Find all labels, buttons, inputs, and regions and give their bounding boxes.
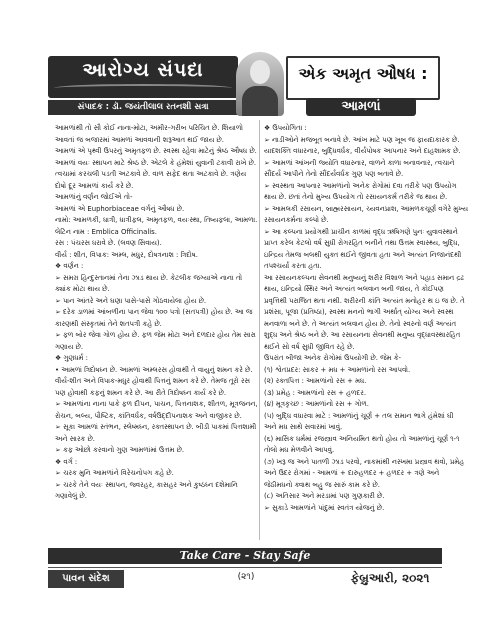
author-photo-body	[242, 86, 278, 116]
paragraph: ❖ વર્ણન :	[55, 262, 84, 270]
section-banner	[48, 56, 238, 98]
column-divider	[259, 120, 260, 540]
paragraph: ➢ સમગ્ર હિન્દુસ્તાનમાં તેના ઝાડ થાય છે. કેટલીક જગ્યાએ નાના તો ક્યાંક મોટા થાય છે.	[55, 273, 243, 293]
paragraph: આમળાં એ પૃથ્વી ઉપરનું અમૃતફળ છે. સ્વસ્થ રહેવા માટેનું શ્રેષ્ઠ ઔષધ છે. આમળાં વયઃ સ્થાપન માટે શ્રેષ્ઠ છે. એટલે કે હંમેશાં યુવાની ટકાવી રાખે છે. ત્વચામાં કરચલી પડતી અટકાવે છે. વાળ સફેદ થતા અટકાવે છે. ત્રણેય દોષો દૂર આમળાં કાર્ય કરે છે.	[55, 147, 257, 190]
paragraph: નામો: આમળકી, ધાત્રી, ધાત્રીફલ, અમૃતફળ, વયઃસ્થા, તિષ્યફલા, આમળા.	[55, 216, 258, 224]
paragraph: (૧) શ્વેતપ્રદર: સાકર + મધ + આમળાંનો રસ આપવો.	[264, 365, 411, 374]
left-column	[55, 123, 259, 503]
paragraph: ➢ ચરક મુનિ આમળાંને વિરેચનોપગ કહે છે.	[55, 469, 174, 477]
paragraph: રસ : પંચરસ ધરાવે છે. (લવણ સિવાય).	[55, 239, 162, 247]
article-title-box	[286, 56, 440, 100]
paragraph: ➢ નાડીઓને મજબૂત બનાવે છે. આંખ માટે પણ ખૂબ જ ફાયદાકારક છે. યાદશક્તિ વધારનાર, બુદ્ધિવર્ધક, વીર્યપોષક આપનાર અને દાહશામક છે.	[264, 135, 461, 155]
right-column	[264, 123, 468, 514]
paragraph: ❖ ગુણધર્મ :	[55, 354, 88, 362]
author-photo	[236, 52, 284, 116]
tagline-bar: Take Care - Stay Safe	[48, 548, 442, 564]
paragraph: ❖ વર્ગ :	[55, 457, 78, 466]
author-photo-head	[250, 60, 270, 84]
paragraph: ➢ આમળાંના નાના પાકે ફળ દીપન, પાચન, પિત્તનાશક, શીતળ, મૂત્રજનન, રોચન, બલ્ય, પૌષ્ટિક, કાંતિવર્ધક, વર્ષઉદ્દીપનાશક અને વાજીકર છે.	[55, 400, 258, 420]
paragraph: (૨) રક્તપિત્ત : આમળાંનો રસ + મધ.	[264, 377, 367, 385]
page-number: (૨૧)	[237, 572, 255, 582]
paragraph: આમળાં એ Euphorbiaceae વર્ગનું ઔષધ છે.	[55, 204, 185, 213]
paragraph: ➢ આમળાં આંખની જ્યોતિ વધારનાર, વાળને કાળા બનાવનાર, ત્વચાને સૌંદર્ય આપીને તેનો સૌંદર્યવર્ધક ગુણ પણ બતાવે છે.	[264, 158, 455, 178]
section-title: આરોગ્ય સંપદા	[82, 59, 204, 81]
paragraph: (૭) ખરૂ જ અને પાતળી ઝાડ પરવો, નાકમાંથી નસ્ખમા પ્રસ્ત્રાવ થવો, પ્રમેહ અને ઉદર રોગમાં - આમળાં + દારુહળદર + હળદર + ત્રણે અને જેઠીમધનો ક્વાથ બહુ જ સારું કામ કરે છે.	[264, 457, 465, 489]
paragraph: ➢ સ્વસ્થતા આપનાર આમળાંનો અનેક રોગોમાં દવા તરીકે પણ ઉપયોગ થાય છે. છતાં તેનો મુખ્ય ઉપયોગ તો રસાયનકર્મ તરીકે જ થાય છે.	[264, 181, 457, 201]
paragraph: વીર્ય : શીત, વિપાક: અમ્લ, મધુર, દોષત્રનાશ : ત્રિદોષ.	[55, 250, 198, 259]
paragraph: ❖ ઉપયોગિતા :	[264, 124, 307, 132]
paragraph: (૪) મૂત્રકૃચ્છ : આમળાંનો રસ + ગોળ.	[264, 400, 369, 408]
paragraph: (૩) પ્રમેહ : આમળાંનો રસ + હળદર.	[264, 388, 367, 397]
paragraph: ઉપરાંત બીજા અનેક રોગોમાં ઉપયોગી છે. જેમ કે-	[264, 354, 402, 362]
editor-credit: સંપાદક : ડૉ. જયંતીલાલ રતનશી સત્રા	[48, 100, 238, 115]
paragraph: • આમળાં ત્રિદોષઘ્ન છે. આમળાં અમ્લરસ હોવાથી તે વાયુનું શમન કરે છે. વીર્ય-શીત અને વિપાક-મધુર હોવાથી પિત્તનું શમન કરે છે. તેમજ તૂરો રસ પણ હોવાથી કફનું શમન કરે છે. આ રીતે ત્રિદોષઘ્ન કાર્ય કરે છે.	[55, 365, 253, 397]
paragraph: ➢ આ કલ્પના પ્રયોગથી પ્રાચીન કાળમાં વૃદ્ધ ઋષિગણે પુનઃ યુવાવસ્થાને પ્રાપ્ત કરેલ કેટલો વર્ષ સુધી રોગરહિત બનીને તથા ઉત્તમ સ્વાસ્થ્ય, બુદ્ધિ, ઇન્દ્રિય તેમજ બલથી યુક્ત થઈને જીવતા હતા અને અત્યંત નિજાનંદથી તપશ્ચર્યા કરતા હતા.	[264, 227, 462, 270]
paragraph: આ રસાયનકલ્પના સેવનથી મનુષ્યનું શરીર વિશાળ અને પહાડ સમાન દ્રઢ થાય, ઇન્દ્રિયો સ્થિર અને અત્યંત બલવાન બની જાય, તે કોઈપણ પ્રવૃત્તિથી પરાજિત થતા નથી. શરીરની કાંતિ અત્યંત મનોહર થ ઇ જ છે. તે પ્રશંસા, પૂજા (પ્રતિષ્ઠા), સ્વસ્થ મનનો ભાગી અર્થાત્ યોગ્ય અને સ્વસ્થ મનવાળા બને છે. તે અત્યંત બલવાન હોય છે. તેનો સ્વરનો વર્ણ અત્યંત શુદ્ધ અને શ્રેષ્ઠ બને છે. આ રસાયનના સેવનથી મનુષ્ય વૃદ્ધાવસ્થારહિત થઈને સો વર્ષ સુધી જીવિત રહે છે.	[264, 273, 465, 351]
paragraph: આમળાંથી તો સૌ કોઈ નાના-મોટા, અમીર-ગરીબ પરિચિત છે. શિયાળો આવતાં જ બજારમાં આમળાં આવવાની શરૂઆત થઈ જાય છે.	[55, 124, 243, 144]
paragraph: ➢ આમલકી રસાયન, બ્રાહ્મરસાયન, ચ્યવનપ્રાશ, આમળકચૂર્ણ વગેરે મુખ્ય રસાયનકર્મના કલ્પો છે.	[264, 204, 468, 224]
paragraph: ➢ પાન આંતરે અને ઘણા પાસે-પાસે ગોઠવાયેલા હોય છે.	[55, 296, 207, 305]
issue-date: ફેબ્રુઆરી, ૨૦૨૧	[350, 571, 430, 585]
paragraph: (૮) અતિસાર અને મરડામાં પણ ગુણકારી છે.	[264, 492, 385, 500]
paragraph: (૫) બુદ્ધિ વધારવા માટે : આમળાંનું ચૂર્ણ + તલ સમાન ભાગે હંમેશાં ઘી અને મધ સાથે સવારમાં ખાવું.	[264, 411, 454, 431]
paragraph: ➢ સુકાડે આમળાંને પાંદુમાં સ્વતંત્ર યોજનું છે.	[264, 503, 385, 512]
article-subtitle: આમળાં	[306, 98, 416, 116]
paragraph: ➢ સૂકા આમળાં સ્તંભન, સ્લેષ્મઘ્ન, રક્તસ્થાપન છે. બીડી પાકમાં પિત્તશામી અને સારક છે.	[55, 423, 257, 443]
paragraph: ➢ ફળ બોર જેવા ગોળ હોય છે. ફળ જેમ મોટા અને દળદાર હોય તેમ સારા ગણાય છે.	[55, 331, 256, 351]
paragraph: (૬) માસિક ધર્મમાં રજસ્ત્રાવ અનિયમિત થતો હોય તો આમળાંનું ચૂર્ણ ૧-૧ તોલો મધ મેળવીને આપવું.	[264, 434, 460, 454]
paragraph: ➢ દરેક ડાળમાં આંબળીના પાન જેવા ૧૦૦ પત્રો (સતપત્રી) હોય છે. આ જ કારણથી સંસ્કૃતમાં તેને શતપત્રી કહે છે.	[55, 308, 253, 328]
paragraph: લેટિન નામ : Emblica Officinalis.	[55, 227, 157, 236]
title-flourish	[54, 84, 232, 92]
article-title: એક અમૃત ઔષધ :	[298, 64, 428, 83]
paragraph: ➢ કફ ઓછો કરવાનો ગુણ આમળાંમાં ઉત્તમ છે.	[55, 446, 185, 454]
magazine-name: પાવન સંદેશ	[48, 570, 124, 588]
paragraph: આમળાંનું વર્ણન જોઈએ તો-	[55, 193, 133, 201]
paragraph: ➢ ચરકે તેને વયઃ સ્થાપન, જ્વરહર, કાસહર અને કુષ્ઠઘ્ન દશેમાનિ ગણાવેલું છે.	[55, 480, 238, 500]
